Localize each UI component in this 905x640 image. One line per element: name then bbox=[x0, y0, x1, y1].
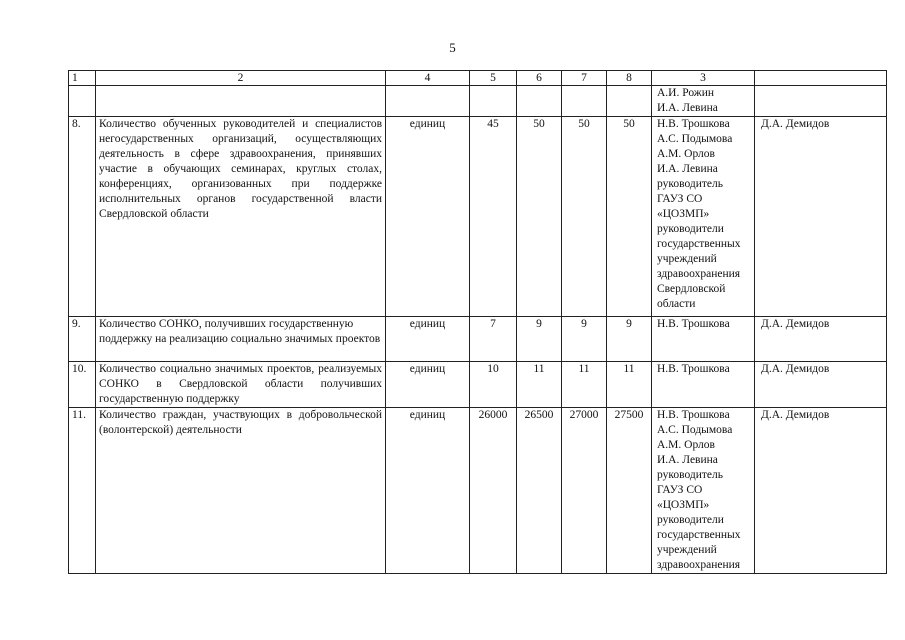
executor-line: государственных bbox=[657, 529, 741, 541]
header-col-6: 6 bbox=[517, 71, 562, 86]
value-col-5: 7 bbox=[470, 317, 517, 362]
header-col-blank bbox=[755, 71, 887, 86]
unit-cell: единиц bbox=[386, 317, 470, 362]
unit-cell: единиц bbox=[386, 362, 470, 408]
executor-line: И.А. Левина bbox=[657, 102, 718, 114]
value-col-8: 9 bbox=[607, 317, 652, 362]
unit-cell: единиц bbox=[386, 117, 470, 317]
executor-line: Н.В. Трошкова bbox=[657, 118, 730, 130]
table-row bbox=[69, 317, 887, 362]
value-col-7: 27000 bbox=[562, 408, 607, 574]
value-col-6 bbox=[517, 86, 562, 117]
executor-line: области bbox=[657, 298, 696, 310]
executor-line: руководитель bbox=[657, 178, 723, 190]
table-row bbox=[69, 408, 887, 574]
row-number: 11. bbox=[69, 408, 96, 574]
header-col-3: 3 bbox=[652, 71, 755, 86]
executor-line: А.М. Орлов bbox=[657, 439, 715, 451]
executor-line: здравоохранения bbox=[657, 268, 741, 280]
executor-line: «ЦОЗМП» bbox=[657, 499, 710, 511]
executor-line: И.А. Левина bbox=[657, 163, 718, 175]
executor-line: Н.В. Трошкова bbox=[657, 318, 730, 330]
indicator-name: Количество граждан, участвующих в добровольческой (волонтерской) деятельности bbox=[96, 408, 386, 574]
header-col-5: 5 bbox=[470, 71, 517, 86]
row-number: 8. bbox=[69, 117, 96, 317]
executor-line: Н.В. Трошкова bbox=[657, 409, 730, 421]
responsible-cell: Д.А. Демидов bbox=[755, 408, 887, 574]
executor-line: И.А. Левина bbox=[657, 454, 718, 466]
header-row bbox=[69, 71, 887, 86]
value-col-5: 45 bbox=[470, 117, 517, 317]
responsible-cell: Д.А. Демидов bbox=[755, 362, 887, 408]
executor-line: А.М. Орлов bbox=[657, 148, 715, 160]
value-col-8: 11 bbox=[607, 362, 652, 408]
header-col-8: 8 bbox=[607, 71, 652, 86]
value-col-6: 26500 bbox=[517, 408, 562, 574]
executor-line: А.С. Подымова bbox=[657, 133, 733, 145]
value-col-8 bbox=[607, 86, 652, 117]
value-col-5: 10 bbox=[470, 362, 517, 408]
responsible-cell: Д.А. Демидов bbox=[755, 317, 887, 362]
unit-cell bbox=[386, 86, 470, 117]
executor-line: здравоохранения bbox=[657, 559, 741, 571]
row-number: 10. bbox=[69, 362, 96, 408]
value-col-8: 50 bbox=[607, 117, 652, 317]
executor-line: учреждений bbox=[657, 253, 717, 265]
indicator-name: Количество обученных руководителей и специалистов негосударственных организаций, осуществляющих деятельность в сфере здравоохранения, принявших участие в обучающих семинарах, круглых столах, конференциях, организованных при поддержке исполнительных органов государственной власти Свердловской области bbox=[96, 117, 386, 317]
executors-cell bbox=[652, 362, 755, 408]
indicator-name: Количество СОНКО, получивших государственную поддержку на реализацию социально значимых проектов bbox=[96, 317, 386, 362]
executor-line: А.С. Подымова bbox=[657, 424, 733, 436]
executor-line: ГАУЗ СО bbox=[657, 193, 703, 205]
value-col-6: 9 bbox=[517, 317, 562, 362]
header-col-7: 7 bbox=[562, 71, 607, 86]
row-number: 9. bbox=[69, 317, 96, 362]
indicator-name bbox=[96, 86, 386, 117]
value-col-7 bbox=[562, 86, 607, 117]
value-col-6: 11 bbox=[517, 362, 562, 408]
value-col-5: 26000 bbox=[470, 408, 517, 574]
value-col-8: 27500 bbox=[607, 408, 652, 574]
executors-cell bbox=[652, 408, 755, 574]
header-col-1: 1 bbox=[69, 71, 96, 86]
executor-line: А.И. Рожин bbox=[657, 87, 715, 99]
value-col-5 bbox=[470, 86, 517, 117]
value-col-7: 11 bbox=[562, 362, 607, 408]
row-number bbox=[69, 86, 96, 117]
value-col-6: 50 bbox=[517, 117, 562, 317]
unit-cell: единиц bbox=[386, 408, 470, 574]
executors-cell bbox=[652, 117, 755, 317]
executor-line: руководитель bbox=[657, 469, 723, 481]
executors-cell bbox=[652, 317, 755, 362]
indicators-table bbox=[68, 70, 887, 574]
executor-line: руководители bbox=[657, 223, 724, 235]
executor-line: ГАУЗ СО bbox=[657, 484, 703, 496]
value-col-7: 50 bbox=[562, 117, 607, 317]
header-col-4: 4 bbox=[386, 71, 470, 86]
header-col-2: 2 bbox=[96, 71, 386, 86]
executor-line: учреждений bbox=[657, 544, 717, 556]
executor-line: Н.В. Трошкова bbox=[657, 363, 730, 375]
value-col-7: 9 bbox=[562, 317, 607, 362]
table-row bbox=[69, 86, 887, 117]
executor-line: Свердловской bbox=[657, 283, 726, 295]
executors-cell bbox=[652, 86, 755, 117]
responsible-cell bbox=[755, 86, 887, 117]
executor-line: государственных bbox=[657, 238, 741, 250]
page-number: 5 bbox=[449, 40, 456, 55]
responsible-cell: Д.А. Демидов bbox=[755, 117, 887, 317]
table-row bbox=[69, 117, 887, 317]
table-row bbox=[69, 362, 887, 408]
indicator-name: Количество социально значимых проектов, реализуемых СОНКО в Свердловской области получивших государственную поддержку bbox=[96, 362, 386, 408]
executor-line: руководители bbox=[657, 514, 724, 526]
executor-line: «ЦОЗМП» bbox=[657, 208, 710, 220]
